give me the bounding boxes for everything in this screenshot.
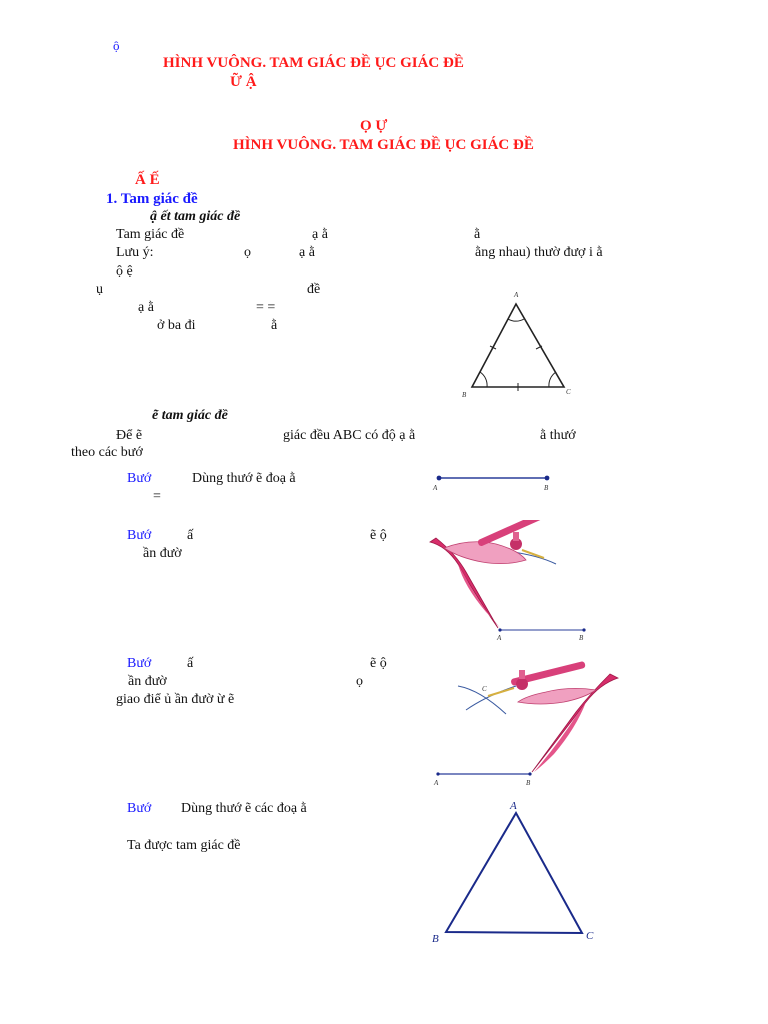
line2d: ằng nhau) thườ đượ i ằ [475, 245, 603, 260]
point-b-3 [528, 772, 531, 775]
title-line-1: HÌNH VUÔNG. TAM GIÁC ĐỀ ỤC GIÁC ĐỀ [163, 55, 464, 71]
section-a-heading: Ấ Ế [135, 172, 160, 188]
line7c: ằ thướ [540, 428, 576, 443]
line7a: Để ẽ [116, 428, 143, 443]
compass-icon [430, 520, 544, 628]
line5b: = = [256, 300, 276, 315]
step3-d: ọ [356, 674, 363, 689]
step4-label: Bướ [127, 801, 152, 816]
title-line-1b: Ữ Ậ [230, 74, 257, 90]
line2c: ạ ằ [299, 245, 315, 260]
step2-b: ẽ ộ [370, 528, 387, 543]
compass-figure-1 [426, 520, 590, 642]
segment-figure-1 [430, 470, 560, 496]
part1-sub1: ậ ết tam giác đề [150, 209, 241, 224]
point-a-3 [436, 772, 439, 775]
tri1-label-a: A [514, 291, 519, 299]
part1-heading: 1. Tam giác đề [106, 191, 198, 207]
seg3-label-b: B [526, 779, 531, 787]
line7b: giác đều ABC có độ ạ ằ [283, 428, 416, 443]
triangle-figure-1 [458, 288, 578, 400]
title-line-2a: Ọ Ự [360, 118, 388, 134]
line4b: đề [307, 282, 321, 297]
tri1-label-c: C [566, 388, 571, 396]
triangle-abc-final [446, 813, 582, 933]
line5a: ạ ằ [138, 300, 154, 315]
step3-e: giao điể ủ ần đườ ừ ẽ [116, 692, 235, 707]
tri1-label-b: B [462, 391, 467, 399]
tri2-label-b: B [432, 933, 439, 945]
line1b: ạ ằ [312, 227, 328, 242]
tri2-label-c: C [586, 930, 594, 942]
angle-arc-c [549, 372, 556, 387]
seg1-label-b: B [544, 484, 549, 492]
point-a-1 [437, 476, 442, 481]
seg2-label-a: A [497, 634, 502, 642]
step1-text: Dùng thướ ẽ đoạ ằ [192, 471, 296, 486]
triangle-abc-shape [472, 304, 564, 387]
angle-arc-b [480, 372, 487, 387]
line2b: ọ [244, 245, 251, 260]
line4a: ụ [96, 282, 103, 297]
step3-a: ấ [187, 656, 194, 671]
line3a: ộ ệ [116, 264, 133, 279]
point-b-2 [582, 628, 585, 631]
step4-result: Ta được tam giác đề [127, 838, 241, 853]
line2a: Lưu ý: [116, 245, 154, 260]
line1c: ằ [474, 227, 481, 242]
seg2-label-b: B [579, 634, 584, 642]
top-mark: ộ [113, 38, 120, 53]
seg3-label-a: A [434, 779, 439, 787]
step3-c: ần đườ [128, 674, 167, 689]
part1-sub2: ẽ tam giác đề [152, 408, 228, 423]
angle-arc-a [508, 319, 524, 321]
line8a: theo các bướ [71, 445, 143, 460]
step2-c: ần đườ [143, 546, 182, 561]
seg1-label-a: A [433, 484, 438, 492]
point-a-2 [498, 628, 501, 631]
seg3-label-c: C [482, 685, 487, 693]
compass-icon [488, 661, 618, 772]
tri2-label-a: A [510, 800, 517, 812]
triangle-figure-2 [426, 796, 606, 950]
step2-label: Bướ [127, 528, 152, 543]
point-b-1 [545, 476, 550, 481]
line6a: ở ba đi [157, 318, 196, 333]
step1-text2: = [153, 489, 161, 504]
step3-label: Bướ [127, 656, 152, 671]
compass-figure-2 [430, 656, 622, 788]
line1a: Tam giác đề [116, 227, 185, 242]
step2-a: ấ [187, 528, 194, 543]
step3-b: ẽ ộ [370, 656, 387, 671]
line6b: ằ [271, 318, 278, 333]
step1-label: Bướ [127, 471, 152, 486]
step4-text: Dùng thướ ẽ các đoạ ằ [181, 801, 307, 816]
title-line-2b: HÌNH VUÔNG. TAM GIÁC ĐỀ ỤC GIÁC ĐỀ [233, 137, 534, 153]
